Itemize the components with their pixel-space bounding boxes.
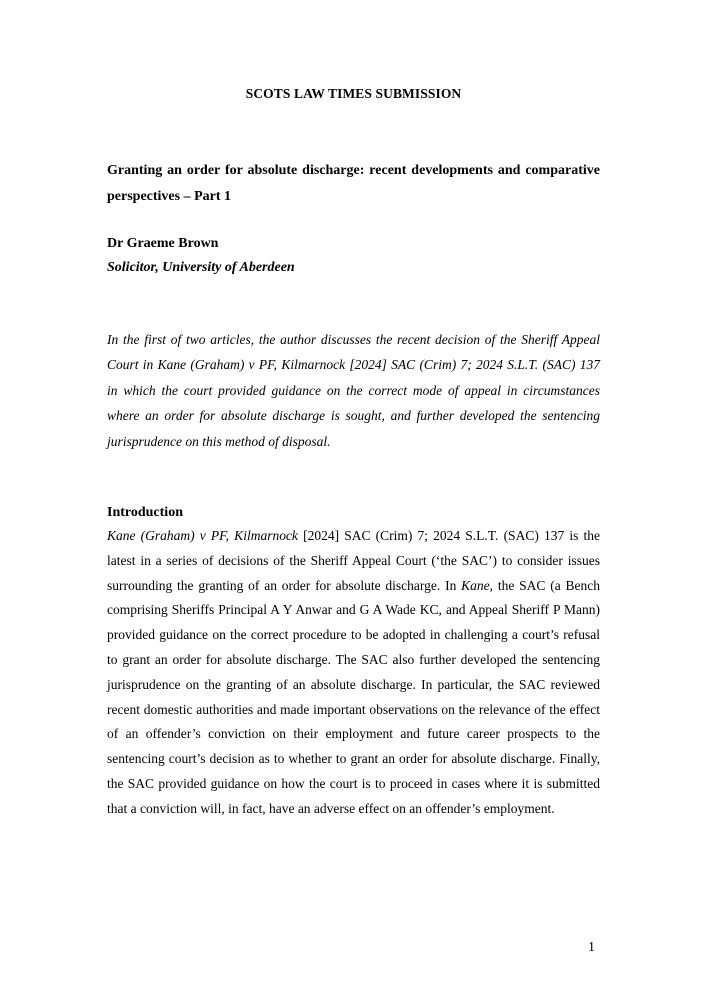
author-affiliation: Solicitor, University of Aberdeen	[107, 260, 295, 275]
author-name: Dr Graeme Brown	[107, 236, 219, 251]
article-title: Granting an order for absolute discharge: recent developments and comparative perspectives – Part 1	[107, 163, 600, 204]
publication-heading: SCOTS LAW TIMES SUBMISSION	[245, 86, 462, 101]
case-citation-name: Kane (Graham) v PF, Kilmarnock	[107, 528, 298, 543]
abstract: In the first of two articles, the author discusses the recent decision of the Sheriff Appeal Court in Kane (Graham) v PF, Kilmarnock [2024] SAC (Crim) 7; 2024 S.L.T. (SAC) 137 in which the court provided guidance on the correct mode of appeal in circumstances where an order for absolute discharge is sought, and further developed the sentencing jurisprudence on this method of disposal.	[107, 332, 600, 449]
case-short-name: Kane	[461, 577, 490, 593]
page-number: 1	[588, 940, 595, 955]
paragraph-text-1: [2024] SAC (Crim) 7; 2024 S.L.T. (SAC) 137 is the latest in a series of decisions of the Sheriff Appeal Court (‘the SAC’) to consider issues surrounding the granting of an order for absolute discharge. In	[107, 528, 600, 593]
section-heading-introduction: Introduction	[107, 505, 183, 520]
paragraph-text-2: , the SAC (a Bench comprising Sheriffs Principal A Y Anwar and G A Wade KC, and Appeal Sheriff P Mann) provided guidance on the correct procedure to be adopted in challenging a court’s refusal to grant an order for absolute discharge. The SAC also further developed the sentencing jurisprudence on the granting of an absolute discharge. In particular, the SAC reviewed recent domestic authorities and made important observations on the relevance of the effect of an offender’s conviction on their employment and future career prospects to the sentencing court’s decision as to whether to grant an order for absolute discharge. Finally, the SAC provided guidance on how the court is to proceed in cases where it is submitted that a conviction will, in fact, have an adverse effect on an offender’s employment.	[107, 577, 601, 816]
introduction-paragraph	[107, 524, 600, 822]
